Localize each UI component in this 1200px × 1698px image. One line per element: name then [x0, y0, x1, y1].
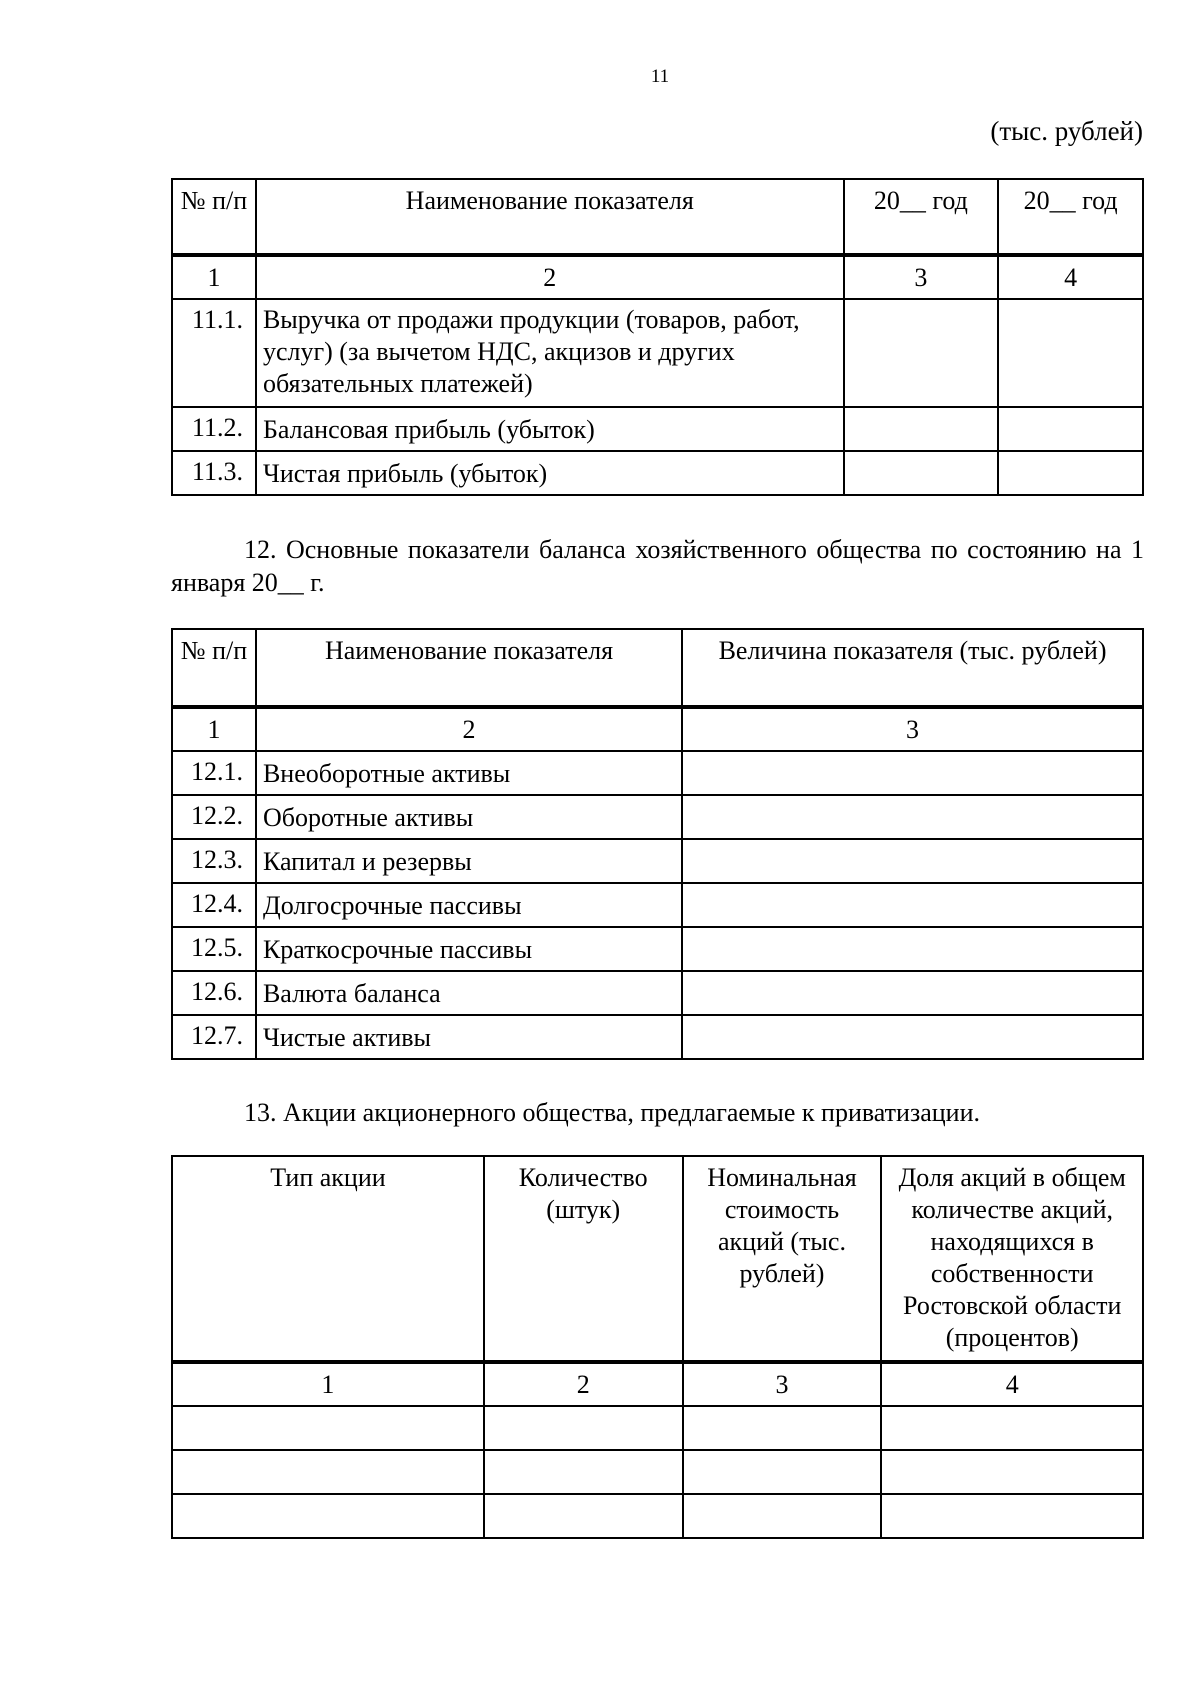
header-name: Наименование показателя	[256, 629, 682, 707]
row-name: Капитал и резервы	[256, 839, 682, 883]
header-share-percent: Доля акций в общем количестве акций, находящихся в собственности Ростовской области (процентов)	[881, 1156, 1143, 1362]
row-number: 12.5.	[172, 927, 256, 971]
value-cell	[844, 407, 999, 451]
table-11	[171, 178, 1144, 496]
value-cell	[844, 451, 999, 495]
table-12	[171, 628, 1144, 1060]
col-number: 1	[172, 1362, 484, 1406]
row-name: Долгосрочные пассивы	[256, 883, 682, 927]
table-row	[172, 1494, 1143, 1538]
header-year-2: 20__ год	[998, 179, 1143, 255]
row-number: 11.2.	[172, 407, 256, 451]
empty-cell	[881, 1450, 1143, 1494]
table-row	[172, 795, 1143, 839]
table-row	[172, 971, 1143, 1015]
table-row	[172, 1015, 1143, 1059]
value-cell	[844, 299, 999, 407]
row-number: 12.3.	[172, 839, 256, 883]
row-number: 11.1.	[172, 299, 256, 407]
empty-cell	[172, 1406, 484, 1450]
empty-cell	[484, 1406, 683, 1450]
col-number: 3	[683, 1362, 882, 1406]
value-cell	[998, 299, 1143, 407]
col-number: 2	[484, 1362, 683, 1406]
section-13-heading: 13. Акции акционерного общества, предлагаемые к приватизации.	[244, 1098, 980, 1127]
table-row	[172, 299, 1143, 407]
value-cell	[682, 839, 1143, 883]
table-row	[172, 883, 1143, 927]
value-cell	[998, 451, 1143, 495]
header-name: Наименование показателя	[256, 179, 844, 255]
empty-cell	[683, 1406, 882, 1450]
col-number: 2	[256, 707, 682, 751]
row-name: Выручка от продажи продукции (товаров, работ, услуг) (за вычетом НДС, акцизов и других обязательных платежей)	[256, 299, 844, 407]
empty-cell	[881, 1494, 1143, 1538]
page-number: 11	[650, 66, 670, 87]
row-name: Чистая прибыль (убыток)	[256, 451, 844, 495]
table-row	[172, 451, 1143, 495]
table-row	[172, 1406, 1143, 1450]
row-number: 12.7.	[172, 1015, 256, 1059]
empty-cell	[172, 1450, 484, 1494]
units-note: (тыс. рублей)	[990, 116, 1143, 146]
col-number: 3	[844, 255, 999, 299]
row-name: Оборотные активы	[256, 795, 682, 839]
empty-cell	[172, 1494, 484, 1538]
value-cell	[682, 751, 1143, 795]
value-cell	[682, 927, 1143, 971]
table-row	[172, 1450, 1143, 1494]
empty-cell	[484, 1494, 683, 1538]
header-quantity: Количество (штук)	[484, 1156, 683, 1362]
col-number: 3	[682, 707, 1143, 751]
row-number: 12.1.	[172, 751, 256, 795]
value-cell	[682, 971, 1143, 1015]
value-cell	[682, 1015, 1143, 1059]
empty-cell	[881, 1406, 1143, 1450]
header-nominal-value: Номинальная стоимость акций (тыс. рублей)	[683, 1156, 882, 1362]
header-value: Величина показателя (тыс. рублей)	[682, 629, 1143, 707]
col-number: 4	[998, 255, 1143, 299]
col-number: 2	[256, 255, 844, 299]
empty-cell	[484, 1450, 683, 1494]
table-row	[172, 751, 1143, 795]
row-name: Внеоборотные активы	[256, 751, 682, 795]
value-cell	[998, 407, 1143, 451]
empty-cell	[683, 1450, 882, 1494]
row-name: Краткосрочные пассивы	[256, 927, 682, 971]
header-share-type: Тип акции	[172, 1156, 484, 1362]
row-name: Балансовая прибыль (убыток)	[256, 407, 844, 451]
table-row	[172, 407, 1143, 451]
value-cell	[682, 795, 1143, 839]
col-number: 1	[172, 255, 256, 299]
row-number: 12.2.	[172, 795, 256, 839]
section-12-heading: 12. Основные показатели баланса хозяйственного общества по состоянию на 1 января 20__ г.	[171, 535, 1144, 597]
header-number: № п/п	[172, 179, 256, 255]
table-row	[172, 839, 1143, 883]
table-row	[172, 927, 1143, 971]
row-number: 12.4.	[172, 883, 256, 927]
col-number: 4	[881, 1362, 1143, 1406]
value-cell	[682, 883, 1143, 927]
row-name: Валюта баланса	[256, 971, 682, 1015]
header-number: № п/п	[172, 629, 256, 707]
table-13	[171, 1155, 1144, 1539]
empty-cell	[683, 1494, 882, 1538]
row-number: 11.3.	[172, 451, 256, 495]
header-year-1: 20__ год	[844, 179, 999, 255]
row-number: 12.6.	[172, 971, 256, 1015]
col-number: 1	[172, 707, 256, 751]
row-name: Чистые активы	[256, 1015, 682, 1059]
